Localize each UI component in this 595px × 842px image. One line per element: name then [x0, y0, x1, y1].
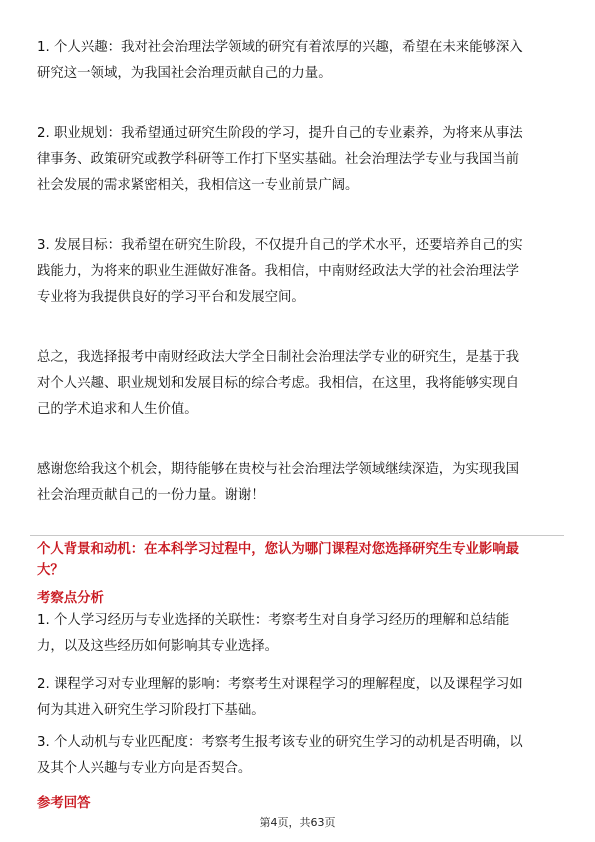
paragraph-personal-interest: 1. 个人兴趣：我对社会治理法学领域的研究有着浓厚的兴趣，希望在未来能够深入 研究这一领域，为我国社会治理贡献自己的力量。: [37, 40, 523, 81]
analysis-item: 1. 个人学习经历与专业选择的关联性：考察考生对自身学习经历的理解和总结能 力，以及这些经历如何影响其专业选择。: [37, 613, 510, 654]
paragraph-development-goal: 3. 发展目标：我希望在研究生阶段，不仅提升自己的学术水平，还要培养自己的实 践能力，为将来的职业生涯做好准备。我相信，中南财经政法大学的社会治理法学 专业将为我提供良好的学习平台和发展空间。: [37, 238, 523, 305]
section-divider: [30, 535, 564, 536]
analysis-item: 3. 个人动机与专业匹配度：考察考生报考该专业的研究生学习的动机是否明确，以 及其个人兴趣与专业方向是否契合。: [37, 735, 523, 776]
analysis-item: 2. 课程学习对专业理解的影响：考察考生对课程学习的理解程度，以及课程学习如 何为其进入研究生学习阶段打下基础。: [37, 677, 523, 718]
paragraph-career-plan: 2. 职业规划：我希望通过研究生阶段的学习，提升自己的专业素养，为将来从事法 律事务、政策研究或教学科研等工作打下坚实基础。社会治理法学专业与我国当前 社会发展的需求紧密相关，我相信这一专业前景广阔。: [37, 126, 523, 193]
reference-answer-heading: 参考回答: [37, 796, 91, 811]
paragraph-summary: 总之，我选择报考中南财经政法大学全日制社会治理法学专业的研究生，是基于我 对个人兴趣、职业规划和发展目标的综合考虑。我相信，在这里，我将能够实现自 己的学术追求和人生价值。: [37, 350, 520, 417]
paragraph-thanks: 感谢您给我这个机会，期待能够在贵校与社会治理法学领域继续深造，为实现我国 社会治理贡献自己的一份力量。谢谢！: [37, 462, 520, 503]
page-number: 第4页，共63页: [259, 816, 336, 829]
analysis-heading: 考察点分析: [37, 591, 104, 606]
interview-question: 个人背景和动机：在本科学习过程中，您认为哪门课程对您选择研究生专业影响最 大？: [37, 542, 520, 578]
